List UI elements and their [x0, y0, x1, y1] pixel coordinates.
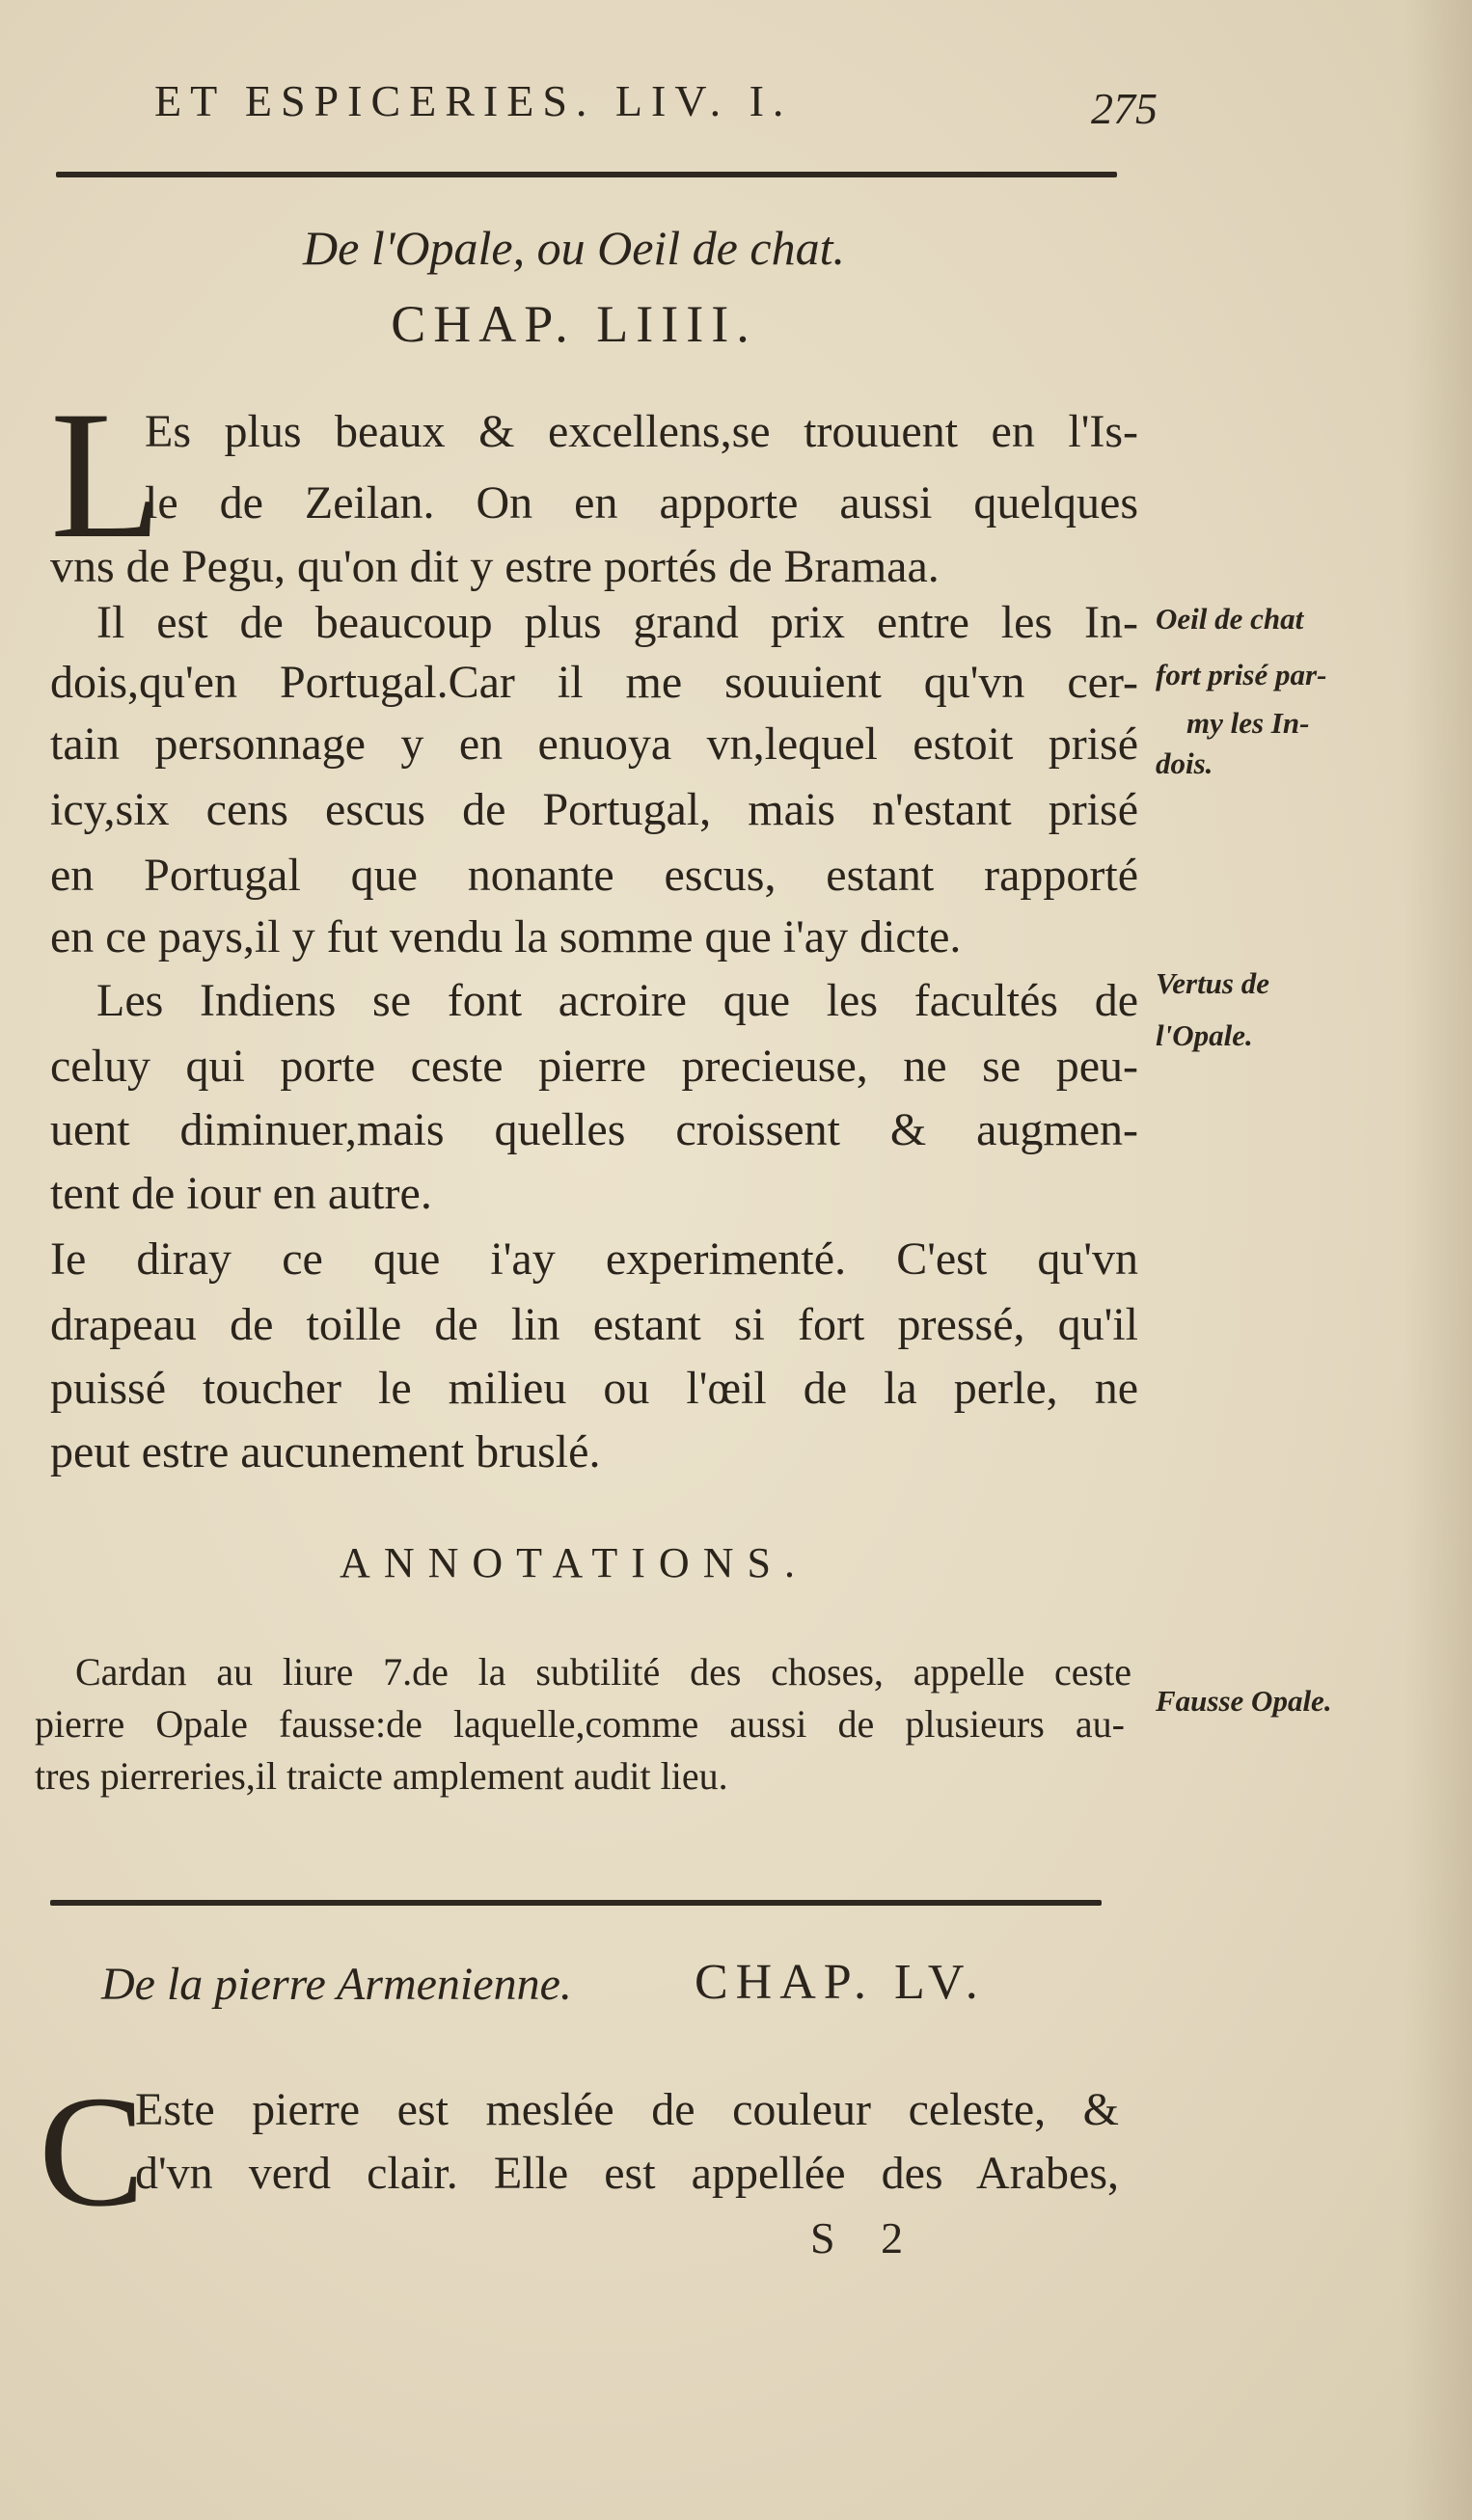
- margin-note-fausse-opale: Fausse Opale.: [1156, 1684, 1332, 1718]
- text-line: tent de iour en autre.: [50, 1168, 432, 1219]
- margin-note-line: l'Opale.: [1156, 1018, 1253, 1052]
- text-line: d'vn verd clair. Elle est appellée des Arabes,: [135, 2148, 1119, 2199]
- text-line: puissé toucher le milieu ou l'œil de la perle, ne: [50, 1363, 1138, 1414]
- text-line: Les Indiens se font acroire que les facultés de: [96, 975, 1138, 1026]
- margin-note-line: dois.: [1156, 746, 1213, 780]
- drop-cap: L: [50, 374, 163, 577]
- text-line: Este pierre est meslée de couleur celeste, &: [135, 2084, 1119, 2135]
- drop-cap: C: [39, 2063, 146, 2239]
- text-line: peut estre aucunement bruslé.: [50, 1426, 601, 1477]
- text-line: Ie diray ce que i'ay experimenté. C'est qu'vn: [50, 1233, 1138, 1285]
- text-line: uent diminuer,mais quelles croissent & augmen-: [50, 1104, 1138, 1155]
- chapter-number: CHAP. LV.: [695, 1955, 986, 2010]
- margin-note-line: Oeil de chat: [1156, 602, 1304, 636]
- annotations-heading: ANNOTATIONS.: [340, 1539, 808, 1586]
- text-line: vns de Pegu, qu'on dit y estre portés de Bramaa.: [50, 541, 940, 592]
- text-line: le de Zeilan. On en apporte aussi quelques: [145, 477, 1138, 528]
- text-line: tain personnage y en enuoya vn,lequel estoit prisé: [50, 718, 1138, 770]
- margin-note-line: Vertus de: [1156, 966, 1269, 1000]
- chapter-title: De la pierre Armenienne.: [101, 1959, 572, 2010]
- signature-mark: S 2: [810, 2213, 921, 2263]
- annotation-line: Cardan au liure 7.de la subtilité des choses, appelle ceste: [75, 1650, 1131, 1694]
- running-head-title: ET ESPICERIES. LIV. I.: [154, 76, 793, 125]
- running-head: [154, 75, 1158, 143]
- text-line: en Portugal que nonante escus, estant rapporté: [50, 850, 1138, 901]
- text-line: celuy qui porte ceste pierre precieuse, ne se peu-: [50, 1041, 1138, 1092]
- annotation-line: pierre Opale fausse:de laquelle,comme aussi de plusieurs au-: [35, 1702, 1125, 1746]
- annotation-line: tres pierreries,il traicte amplement audit lieu.: [35, 1754, 728, 1798]
- text-line: drapeau de toille de lin estant si fort pressé, qu'il: [50, 1299, 1138, 1350]
- head-rule: [56, 172, 1117, 177]
- margin-note-line: fort prisé par-: [1156, 658, 1327, 691]
- text-line: dois,qu'en Portugal.Car il me souuient qu'vn cer-: [50, 657, 1138, 708]
- text-line: Es plus beaux & excellens,se trouuent en l'Is-: [145, 406, 1138, 457]
- text-line: icy,six cens escus de Portugal, mais n'estant prisé: [50, 784, 1138, 835]
- page-number: 275: [1091, 84, 1158, 133]
- text-line: en ce pays,il y fut vendu la somme que i'ay dicte.: [50, 911, 962, 962]
- page-gutter-shadow: [1404, 0, 1472, 2520]
- text-line: Il est de beaucoup plus grand prix entre les In-: [96, 597, 1138, 648]
- chapter-number: CHAP. LIIII.: [391, 295, 757, 353]
- margin-note-line: my les In-: [1186, 706, 1310, 740]
- section-rule: [50, 1900, 1102, 1906]
- chapter-title: De l'Opale, ou Oeil de chat.: [303, 221, 845, 275]
